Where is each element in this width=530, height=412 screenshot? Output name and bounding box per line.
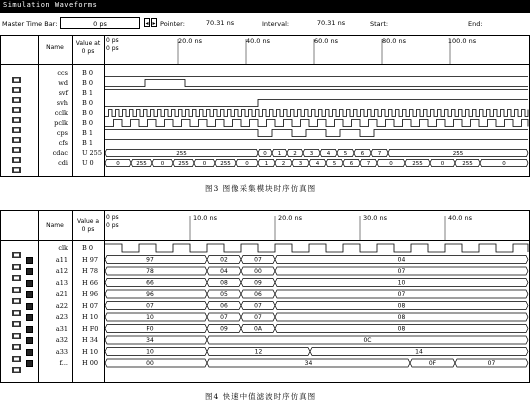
- cdi-value-label: 2: [281, 161, 286, 167]
- signal-name[interactable]: svf: [58, 89, 68, 97]
- signal-value: B 0: [82, 79, 93, 87]
- cdac-value-label: 2: [293, 151, 297, 157]
- signal-name[interactable]: a23: [55, 313, 68, 321]
- a32-value-label: 34: [146, 337, 154, 344]
- next-transition-button[interactable]: ▸: [152, 20, 156, 27]
- fig4-value-header-line1: Value a: [76, 218, 100, 225]
- cdi-value-label: 7: [366, 161, 371, 167]
- f-output-segment: [105, 359, 207, 367]
- signal-name[interactable]: a32: [55, 336, 68, 344]
- fig3-time-tick: 80.0 ns: [381, 37, 407, 45]
- signal-name[interactable]: ccs: [57, 69, 68, 77]
- start-label: Start:: [370, 20, 389, 28]
- signal-name[interactable]: cfs: [58, 139, 68, 147]
- a23-segment: [105, 313, 207, 321]
- fig4-value-header-line2: 0 ps: [81, 226, 95, 233]
- f-output-value-label: 0F: [428, 360, 437, 367]
- a22-value-label: 08: [397, 302, 406, 310]
- svh-waveform: [105, 100, 528, 107]
- cdi-value-label: 1: [264, 161, 269, 167]
- a13-value-label: 10: [397, 279, 406, 287]
- a31-value-label: 09: [220, 325, 228, 333]
- signal-name[interactable]: a21: [55, 290, 68, 298]
- end-label: End:: [468, 20, 483, 28]
- a33-value-label: 10: [146, 348, 154, 356]
- signal-value: B 0: [82, 244, 93, 252]
- a13-segment: [105, 279, 207, 287]
- signal-name[interactable]: a11: [55, 255, 68, 264]
- a21-value-label: 96: [146, 291, 154, 298]
- cclk-waveform: [105, 110, 528, 117]
- cdi-value-label: 4: [315, 161, 320, 167]
- window-title: Simulation Waveforms: [3, 1, 98, 9]
- fig3-time-tick: 40.0 ns: [245, 37, 271, 45]
- cdac-value-label: 5: [343, 151, 348, 157]
- a12-value-label: 04: [220, 268, 228, 275]
- cdi-value-label: 3: [298, 161, 303, 167]
- fig3-ps-label-1: 0 ps: [106, 37, 119, 44]
- cdac-value-label: 1: [277, 151, 282, 157]
- a31-segment: [105, 325, 207, 333]
- a21-segment: [105, 290, 207, 298]
- interval-value: 70.31 ns: [296, 17, 366, 29]
- signal-value: B 1: [82, 139, 93, 147]
- cdi-value-label: 0: [389, 161, 393, 167]
- a21-value-label: 05: [220, 291, 228, 298]
- signal-name[interactable]: f...: [59, 359, 68, 367]
- cdac-value-label: 4: [326, 151, 331, 157]
- signal-value: U 255: [82, 149, 102, 157]
- a11-value-label: 97: [146, 256, 154, 264]
- fig4-name-header: Name: [46, 222, 64, 229]
- signal-name[interactable]: a12: [55, 267, 68, 275]
- fig3-value-header-line1: Value at: [75, 40, 101, 47]
- a23-value-label: 07: [254, 314, 262, 321]
- a12-segment: [105, 267, 207, 275]
- master-time-bar-label: Master Time Bar:: [2, 20, 58, 28]
- a22-value-label: 07: [146, 302, 154, 310]
- cdac-value-label: 255: [176, 151, 187, 157]
- signal-value: B 1: [82, 89, 93, 97]
- signal-value: H 34: [82, 336, 99, 344]
- a23-value-label: 10: [146, 314, 154, 321]
- cdac-value-label: 0: [263, 151, 267, 157]
- fig4-ps-label-2: 0 ps: [106, 222, 119, 229]
- cdi-value-label: 255: [412, 161, 423, 167]
- signal-name[interactable]: svh: [56, 99, 68, 107]
- signal-value: H 66: [82, 278, 99, 287]
- cdi-value-label: 255: [178, 161, 189, 167]
- pointer-label: Pointer:: [160, 20, 185, 28]
- a33-segment: [105, 348, 207, 356]
- cdi-value-label: 6: [349, 161, 354, 167]
- a21-value-label: 07: [397, 291, 406, 298]
- cdi-value-label: 255: [136, 161, 147, 167]
- a11-value-label: 07: [254, 256, 262, 264]
- cdi-value-label: 0: [116, 161, 120, 167]
- wd-waveform: [105, 80, 528, 87]
- fig3-time-tick: 20.0 ns: [177, 37, 203, 45]
- signal-value: H 00: [82, 359, 99, 367]
- signal-value: H F0: [82, 324, 99, 333]
- pointer-value: 70.31 ns: [185, 17, 255, 29]
- cdi-value-label: 0: [160, 161, 165, 167]
- signal-name[interactable]: clk: [58, 244, 68, 252]
- clk-waveform: [105, 244, 528, 252]
- time-toolbar: [0, 14, 530, 33]
- cdi-value-label: 0: [440, 161, 445, 167]
- a22-segment: [105, 302, 207, 310]
- signal-value: B 0: [82, 119, 93, 127]
- signal-name[interactable]: wd: [58, 79, 68, 87]
- fig4-time-tick: 40.0 ns: [447, 214, 473, 222]
- cdi-value-label: 0: [245, 161, 249, 167]
- a31-value-label: 0A: [254, 325, 262, 333]
- f-output-value-label: 07: [487, 360, 496, 367]
- fig3-caption: 图3 图像采集模块时序仿真图: [205, 184, 317, 193]
- cdi-value-label: 255: [220, 161, 231, 167]
- a22-value-label: 06: [220, 302, 228, 310]
- signal-value: U 0: [82, 159, 94, 167]
- signal-value: B 0: [82, 99, 93, 107]
- fig3-time-tick: 60.0 ns: [313, 37, 339, 45]
- pclk-waveform: [105, 120, 528, 127]
- cdac-value-label: 255: [452, 151, 464, 157]
- a31-value-label: 08: [397, 325, 406, 333]
- window-title-bar: [0, 0, 530, 13]
- signal-name[interactable]: a22: [55, 301, 68, 310]
- cdi-value-label: 255: [462, 161, 473, 167]
- signal-value: B 1: [82, 129, 93, 137]
- signal-value: H 07: [82, 301, 99, 310]
- signal-value: H 10: [82, 313, 99, 321]
- prev-transition-button[interactable]: ◂: [145, 20, 149, 27]
- cps-waveform: [105, 130, 528, 137]
- fig3-name-header: Name: [46, 44, 64, 51]
- signal-name[interactable]: cdac: [52, 149, 68, 157]
- fig3-value-header-line2: 0 ps: [81, 48, 95, 55]
- a32-value-label: 0C: [363, 337, 372, 344]
- fig3-ps-label-2: 0 ps: [106, 45, 119, 52]
- signal-value: H 97: [82, 255, 99, 264]
- fig4-time-tick: 10.0 ns: [192, 214, 218, 222]
- signal-name[interactable]: a13: [55, 278, 68, 287]
- a11-segment: [105, 256, 207, 264]
- cdi-value-label: 5: [332, 161, 337, 167]
- a23-value-label: 08: [397, 314, 406, 321]
- a12-value-label: 78: [146, 268, 154, 275]
- f-output-value-label: 34: [304, 360, 313, 367]
- a21-value-label: 06: [254, 291, 262, 298]
- signal-name[interactable]: a33: [55, 347, 68, 356]
- f-output-value-label: 00: [146, 360, 154, 367]
- fig4-waveforms: [0, 210, 530, 383]
- end-value: [485, 17, 528, 29]
- cdac-value-label: 3: [309, 151, 314, 157]
- a22-value-label: 07: [254, 302, 262, 310]
- signal-name[interactable]: cps: [56, 129, 68, 137]
- signal-value: H 10: [82, 347, 99, 356]
- signal-name[interactable]: cdi: [58, 159, 68, 167]
- fig4-time-tick: 30.0 ns: [362, 214, 388, 222]
- a33-value-label: 12: [254, 348, 263, 356]
- fig4-time-tick: 20.0 ns: [277, 214, 303, 222]
- cdi-value-label: 0: [202, 161, 207, 167]
- a12-value-label: 07: [397, 268, 406, 275]
- a13-value-label: 09: [254, 279, 262, 287]
- signal-name[interactable]: a31: [55, 324, 68, 333]
- start-value: [388, 17, 458, 29]
- fig3-time-tick: 100.0 ns: [447, 37, 477, 45]
- signal-value: H 78: [82, 267, 99, 275]
- signal-value: B 0: [82, 109, 93, 117]
- signal-name[interactable]: pclk: [54, 119, 68, 127]
- a31-value-label: F0: [146, 325, 154, 333]
- cdi-value-label: 0: [502, 161, 506, 167]
- a13-value-label: 66: [146, 279, 154, 287]
- a33-value-label: 14: [415, 348, 423, 356]
- cdac-value-label: 6: [360, 151, 365, 157]
- fig4-caption: 图4 快速中值滤波时序仿真图: [205, 392, 317, 401]
- interval-label: Interval:: [262, 20, 290, 28]
- a12-value-label: 00: [254, 268, 262, 275]
- signal-value: H 96: [82, 290, 99, 298]
- signal-name[interactable]: cclk: [54, 109, 68, 117]
- a11-value-label: 02: [220, 256, 228, 264]
- cdac-value-label: 7: [377, 151, 382, 157]
- a32-segment: [105, 336, 207, 344]
- a13-value-label: 08: [220, 279, 228, 287]
- master-time-field[interactable]: 0 ps: [60, 17, 140, 29]
- fig3-waveforms: [0, 35, 530, 177]
- a23-value-label: 07: [220, 314, 228, 321]
- signal-value: B 0: [82, 69, 93, 77]
- a11-value-label: 04: [397, 256, 406, 264]
- fig4-ps-label-1: 0 ps: [106, 214, 119, 221]
